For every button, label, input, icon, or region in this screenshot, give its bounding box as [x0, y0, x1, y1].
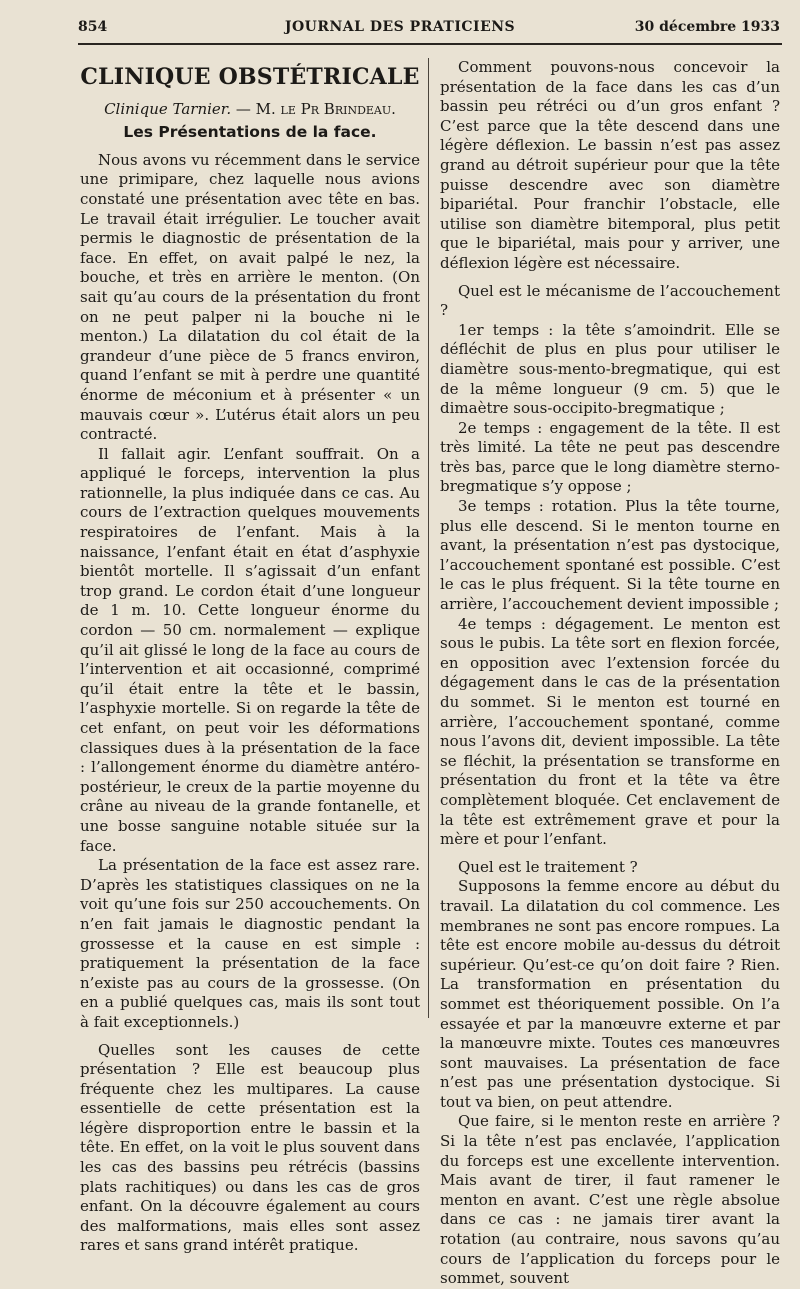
issue-date: 30 décembre 1933: [634, 19, 780, 35]
section-title: CLINIQUE OBSTÉTRICALE: [80, 64, 420, 90]
article-subtitle: Les Présentations de la face.: [123, 123, 377, 142]
list-item: 4e temps : dégagement. Le menton est sous le pubis. La tête sort en flexion forcée, en opposition avec l’extension forcée du dégagement dans le cas de la présentation du sommet. Si le menton est tourné en arrière, l’accouchement spontané, comme nous l’avons dit, devient impossible. La tête se fléchit, la présentation se transforme en présentation du front et la tête va être complètement bloquée. Cet enclavement de la tête est extrêmement grave et pour la mère et pour l’enfant.: [440, 614, 780, 849]
paragraph: Quelles sont les causes de cette présentation ? Elle est beaucoup plus fréquente chez les multipares. La cause essentielle de cette présentation est la légère disproportion entre le bassin et la tête. En effet, on la voit le plus souvent dans les cas des bassins peu rétrécis (bassins plats rachitiques) ou dans les cas de gros enfant. On la découvre également au cours des malformations, mais elles sont assez rares et sans grand intérêt pratique.: [80, 1040, 420, 1255]
left-column: [80, 58, 420, 1256]
paragraph: La présentation de la face est assez rare. D’après les statistiques classiques on ne la voit qu’une fois sur 250 accouchements. On n’en fait jamais le diagnostic pendant la grossesse et la cause en est simple : pratiquement la présentation de la face n’existe pas au cours de la grossesse. (On en a publié quelques cas, mais ils sont tout à fait exceptionnels.): [80, 856, 420, 1031]
professor-name: — M. le Pr Brindeau.: [235, 99, 396, 118]
right-column: [440, 58, 780, 1289]
page-header: [0, 16, 800, 40]
journal-title: JOURNAL DES PRATICIENS: [284, 19, 516, 35]
page-number: 854: [78, 19, 108, 35]
header-rule: [78, 43, 782, 45]
paragraph: Nous avons vu récemment dans le service une primipare, chez laquelle nous avions constaté une présentation avec tête en bas. Le travail était irrégulier. Le toucher avait permis le diagnostic de présentation de la face. En effet, on avait palpé le nez, la bouche, et très en arrière le menton. (On sait qu’au cours de la présentation du front on ne peut palper ni la bouche ni le menton.) La dilatation du col était de la grandeur d’une pièce de 5 francs environ, quand l’enfant se mit à perdre une quantité énorme de méconium et à présenter « un mauvais cœur ». L’utérus était alors un peu contracté.: [80, 150, 420, 444]
list-item: 1er temps : la tête s’amoindrit. Elle se défléchit de plus en plus pour utiliser le diamètre sous-mento-bregmatique, qui est de la même longueur (9 cm. 5) que le dimaètre sous-occipito-bregmatique ;: [440, 320, 780, 418]
paragraph: Il fallait agir. L’enfant souffrait. On a appliqué le forceps, intervention la plus rationnelle, la plus indiquée dans ce cas. Au cours de l’extraction quelques mouvements respiratoires de l’enfant. Mais à la naissance, l’enfant était en état d’asphyxie bientôt mortelle. Il s’agissait d’un enfant trop grand. Le cordon était d’une longueur de 1 m. 10. Cette longueur énorme du cordon — 50 cm. normalement — explique qu’il ait glissé le long de la face au cours de l’intervention et ait occasionné, comprimé qu’il était entre la tête et le bassin, l’asphyxie mortelle. Si on regarde la tête de cet enfant, on peut voir les déformations classiques dues à la présentation de la face : l’allongement énorme du diamètre antéro-postérieur, le creux de la partie moyenne du crâne au niveau de la grande fontanelle, et une bosse sanguine notable située sur la face.: [80, 444, 420, 855]
article-byline: [80, 100, 420, 120]
paragraph: Supposons la femme encore au début du travail. La dilatation du col commence. Les membranes ne sont pas encore rompues. La tête est encore mobile au-dessus du détroit supérieur. Qu’est-ce qu’on doit faire ? Rien. La transformation en présentation du sommet est théoriquement possible. On l’a essayée et par la manœuvre externe et par la manœuvre mixte. Toutes ces manœuvres sont mauvaises. La présentation de face n’est pas une présentation dystocique. Si tout va bien, on peut attendre.: [440, 877, 780, 1111]
clinic-name: Clinique Tarnier.: [104, 99, 232, 118]
column-divider: [428, 58, 429, 1018]
paragraph: Quel est le traitement ?: [458, 857, 638, 876]
paragraph: Quel est le mécanisme de l’accouchement ?: [440, 281, 780, 320]
paragraph: Comment pouvons-nous concevoir la présentation de la face dans les cas d’un bassin peu rétréci ou d’un gros enfant ? C’est parce que la tête descend dans une légère déflexion. Le bassin n’est pas assez grand au détroit supérieur pour que la tête puisse descendre avec son diamètre bipariétal. Pour franchir l’obstacle, elle utilise son diamètre bitemporal, plus petit que le bipariétal, mais pour y arriver, une déflexion légère est nécessaire.: [440, 58, 780, 272]
paragraph: Que faire, si le menton reste en arrière ? Si la tête n’est pas enclavée, l’application du forceps est une excellente intervention. Mais avant de tirer, il faut ramener le menton en avant. C’est une règle absolue dans ce cas : ne jamais tirer avant la rotation (au contraire, nous savons qu’au cours de l’application du forceps pour le sommet, souvent: [440, 1112, 780, 1288]
list-item: 2e temps : engagement de la tête. Il est très limité. La tête ne peut pas descendre très bas, parce que le long diamètre sterno-bregmatique s’y oppose ;: [440, 418, 780, 496]
list-item: 3e temps : rotation. Plus la tête tourne, plus elle descend. Si le menton tourne en avant, la présentation n’est pas dystocique, l’accouchement spontané est possible. C’est le cas le plus fréquent. Si la tête tourne en arrière, l’accouchement devient impossible ;: [440, 497, 780, 614]
